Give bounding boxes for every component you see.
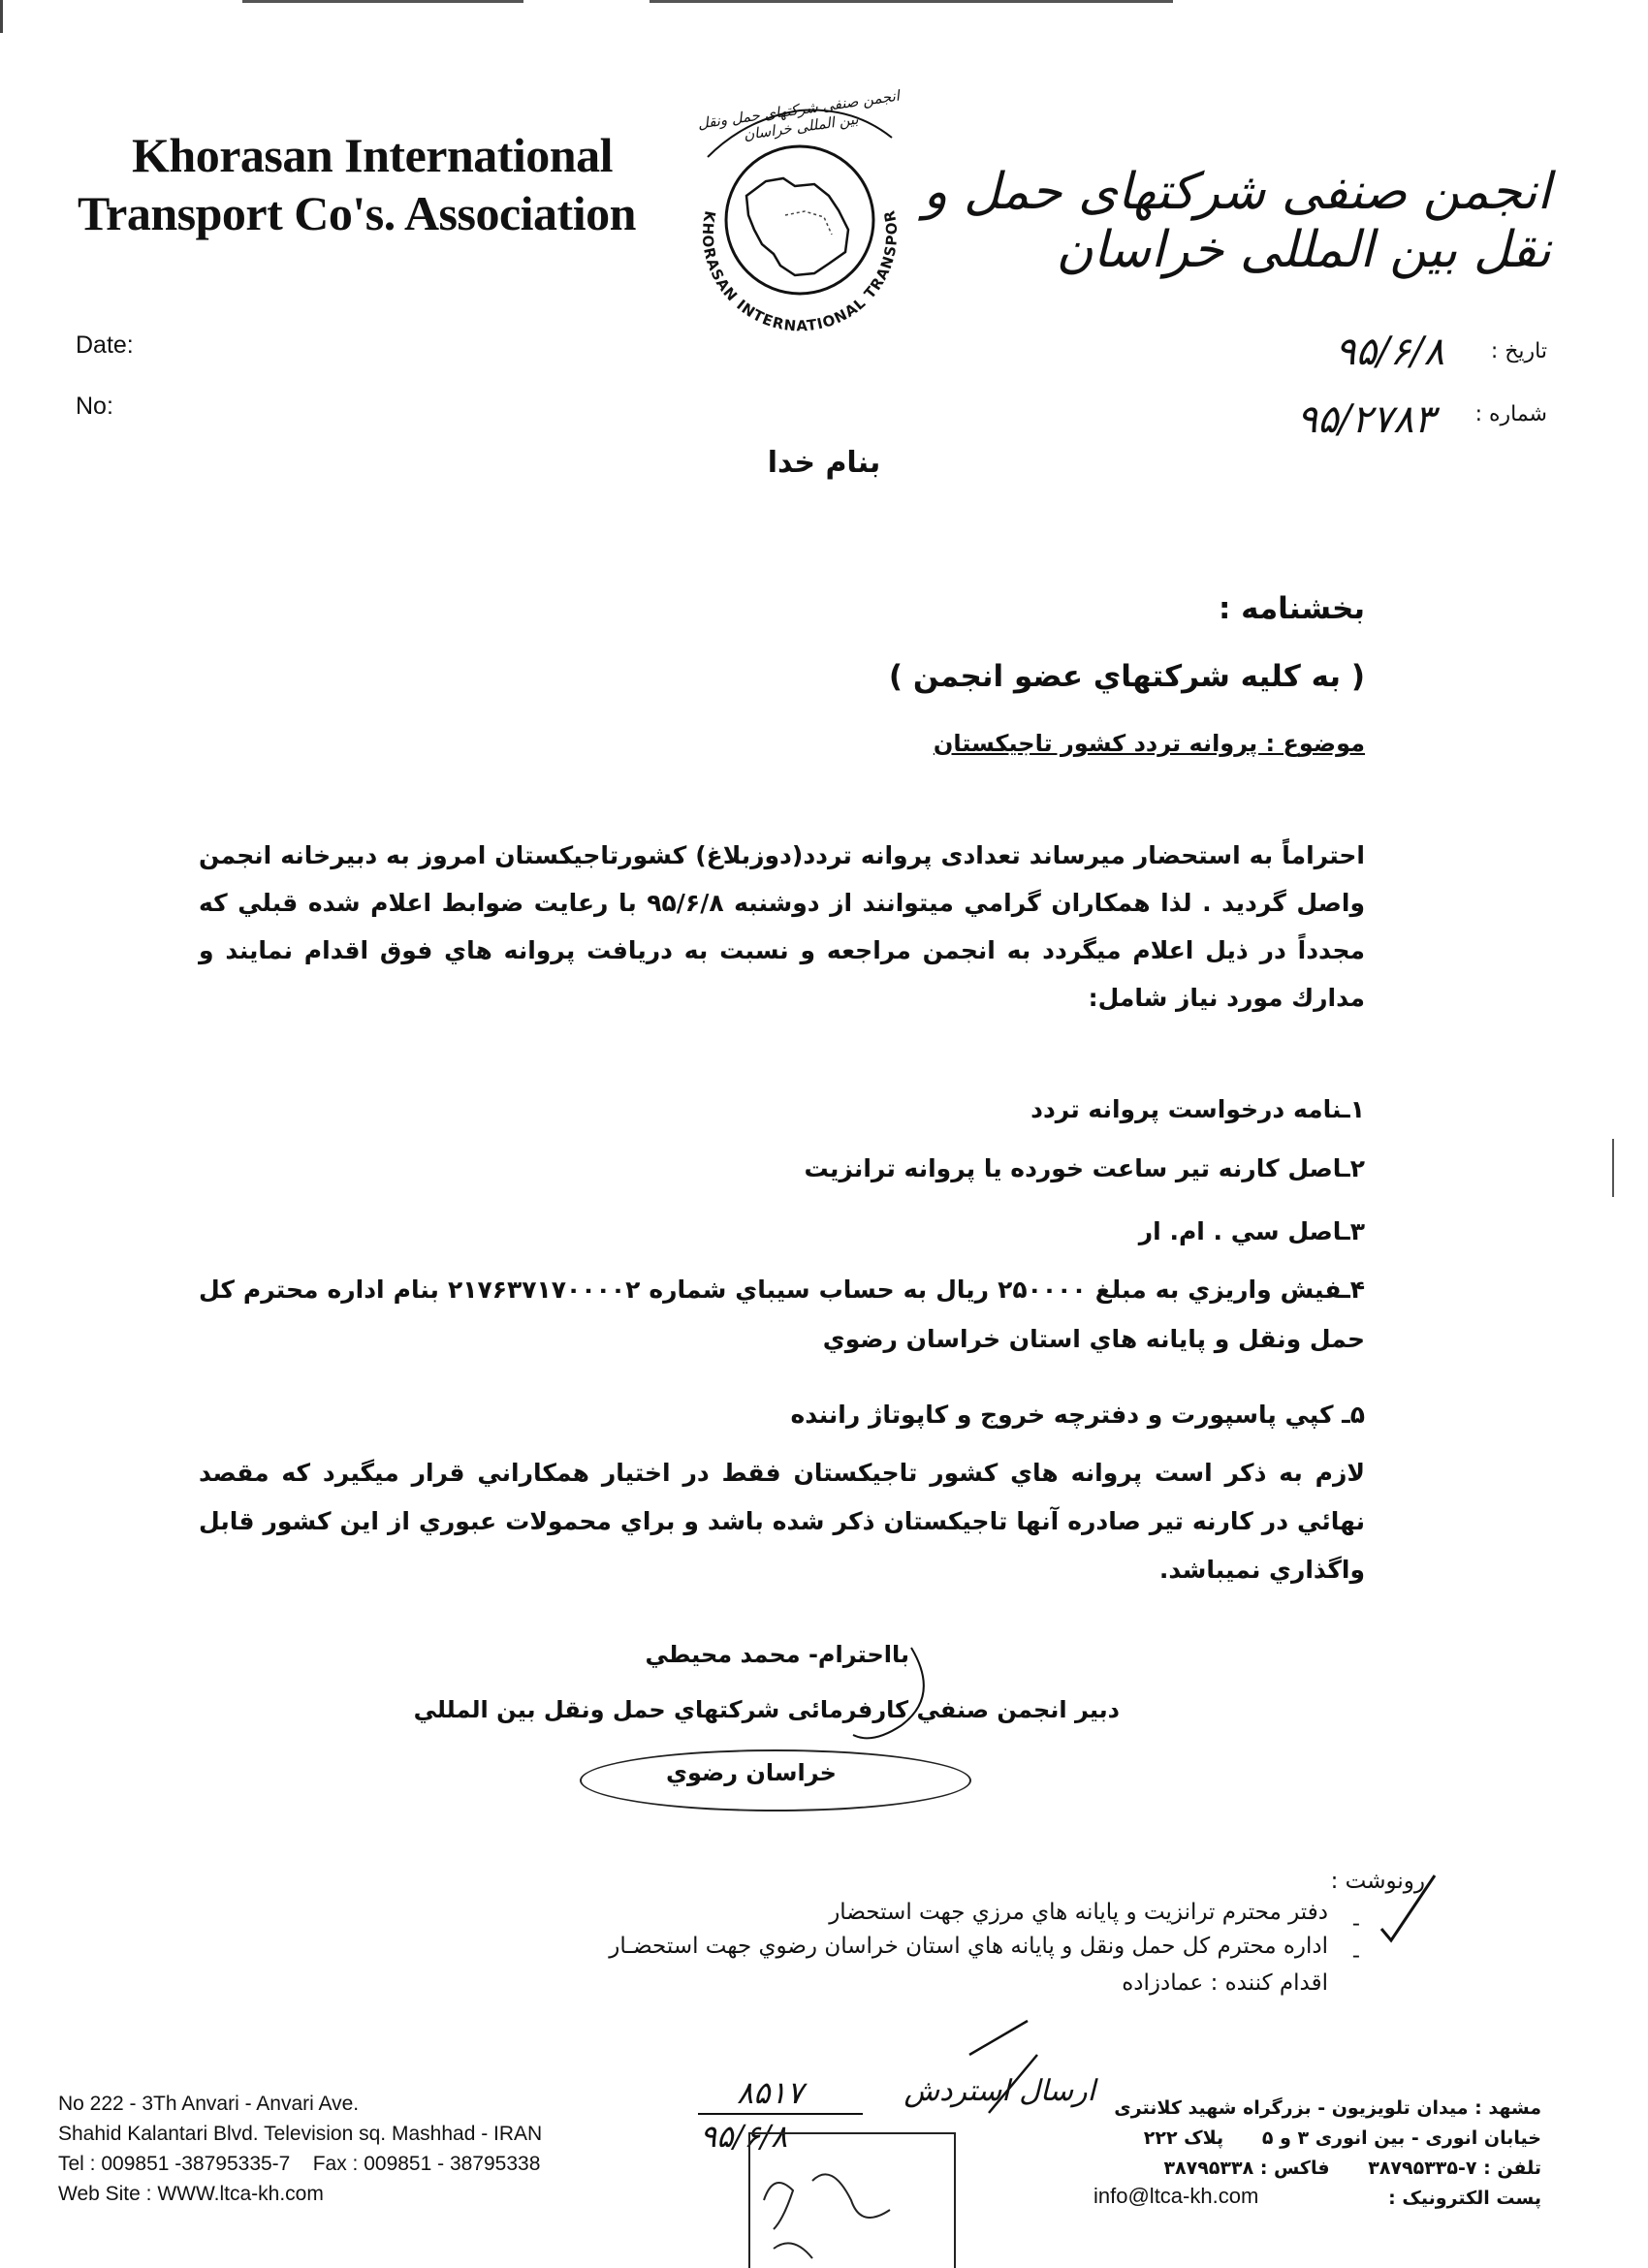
stamp-underline — [698, 2113, 863, 2115]
cc-bullet-1: - — [1351, 1911, 1360, 1937]
circular-heading: بخشنامه : — [1218, 591, 1365, 626]
signature-scribble — [795, 1638, 1047, 1774]
body-paragraph: احتراماً به استحضار میرساند تعدادی پروانه تردد(دوزبلاغ) کشورتاجیکستان امروز به دبیرخانه انجمن واصل گردید . لذا همکاران گرامي میتوانند از دوشنبه ۹۵/۶/۸ با رعایت ضوابط اعلام شده قبلي که مجدداً در ذیل اعلام میگردد به انجمن مراجعه و نسبت به دریافت پروانه هاي فوق اقدام نمایند و مدارك مورد نیاز شامل: — [199, 841, 1365, 1012]
bismillah: بنام خدا — [767, 446, 881, 480]
stamp-note: ارسال استردش — [903, 2074, 1095, 2108]
date-label-en: Date: — [76, 331, 134, 359]
stamp-date: ۹۵/۶/۸ — [700, 2118, 788, 2155]
footer-fa-line: مشهد : میدان تلویزیون - بزرگراه شهید کلانتری — [1114, 2097, 1541, 2119]
no-label-en: No: — [76, 393, 113, 420]
title-en-line2: Transport Co's. Association — [78, 186, 636, 240]
cc-item-2: اداره محترم کل حمل ونقل و پایانه هاي استان خراسان رضوي جهت استحضـار — [609, 1934, 1328, 1959]
cc-bullet-2: - — [1351, 1943, 1360, 1969]
cc-check-mark — [1377, 1871, 1444, 1948]
cc-label: رونوشت : — [1330, 1869, 1425, 1894]
scan-corner-mark — [0, 0, 3, 33]
subject: موضوع : پروانه تردد کشور تاجیکستان — [933, 730, 1365, 757]
footer-en-phone: Tel : 009851 -38795335-7 Fax : 009851 - 38795338 — [58, 2153, 541, 2175]
date-value: ۹۵/۶/۸ — [1335, 330, 1444, 374]
logo-ring-text: KHORASAN INTERNATIONAL TRANSPOR — [698, 208, 902, 335]
footer-fa-email-label: پست الکترونیک : — [1388, 2188, 1541, 2209]
footer-fa-line: خیابان انوری - بین انوری ۳ و ۵ پلاک ۲۲۲ — [1143, 2127, 1541, 2149]
title-en-line1: Khorasan International — [132, 128, 614, 182]
requirement-item-4: ۴ـفیش واریزي به مبلغ ۲۵۰۰۰۰ ریال به حساب سیباي شماره ۲۱۷۶۳۷۱۷۰۰۰۰۲ بنام اداره محترم کل حمل ونقل و پایانه هاي استان خراسان رضوي — [199, 1276, 1366, 1353]
footer-en-line: Shahid Kalantari Blvd. Television sq. Mashhad - IRAN — [58, 2123, 543, 2145]
title-en — [78, 126, 659, 242]
footer-en-website: Web Site : WWW.ltca-kh.com — [58, 2183, 324, 2205]
date-label-fa: تاریخ : — [1490, 339, 1547, 363]
footer-email: info@ltca-kh.com — [1093, 2184, 1259, 2208]
logo-top-text: انجمن صنفی شرکتهای حمل ونقل بین المللی خراسان — [696, 86, 901, 144]
requirement-item-1: ۱ـنامه درخواست پروانه تردد — [1030, 1095, 1365, 1123]
note-paragraph: لازم به ذکر است پروانه هاي کشور تاجیکستان فقط در اختیار همکاراني قرار میگیرد که مقصد نهائي در کارنه تیر صادره آنها تاجیکستان ذکر شده باشد و براي محمولات عبوري از این کشور قابل واگذاري نمیباشد. — [199, 1459, 1365, 1584]
requirement-item-3: ۳ـاصل سي . ام. ار — [1138, 1217, 1365, 1245]
recipients: ( به کلیه شرکتهاي عضو انجمن ) — [888, 659, 1365, 694]
scan-right-mark — [1612, 1139, 1614, 1197]
number-label-fa: شماره : — [1474, 402, 1547, 426]
requirement-item-5: ۵ـ کپي پاسپورت و دفترچه خروج و کاپوتاژ راننده — [790, 1401, 1365, 1429]
footer-en-line: No 222 - 3Th Anvari - Anvari Ave. — [58, 2093, 360, 2115]
stamp-scribble — [754, 2142, 948, 2268]
requirement-item-2: ۲ـاصل کارنه تیر ساعت خورده یا پروانه ترانزیت — [804, 1154, 1365, 1182]
stamp-number: ۸۵۱۷ — [737, 2074, 804, 2111]
signature-region: خراسان رضوي — [666, 1759, 837, 1786]
footer-address-en — [58, 2089, 679, 2209]
cc-action: اقدام کننده : عمادزاده — [1122, 1970, 1328, 1996]
cc-item-1: دفتر محترم ترانزیت و پایانه هاي مرزي جهت استحضار — [829, 1900, 1328, 1925]
signature-regards: بااحترام- محمد محیطي — [645, 1641, 909, 1668]
signature-role: دبیر انجمن صنفي کارفرمائی شرکتهاي حمل ونقل بین المللي — [413, 1696, 1120, 1723]
scan-top-line — [650, 0, 1173, 3]
title-fa: انجمن صنفی شرکتهای حمل و نقل بین المللی خراسان — [923, 163, 1551, 279]
footer-fa-phone: تلفن : ۷-۳۸۷۹۵۳۳۵ فاکس : ۳۸۷۹۵۳۳۸ — [1163, 2158, 1541, 2179]
number-value: ۹۵/۲۷۸۳ — [1296, 397, 1435, 442]
scan-top-line — [242, 0, 523, 3]
